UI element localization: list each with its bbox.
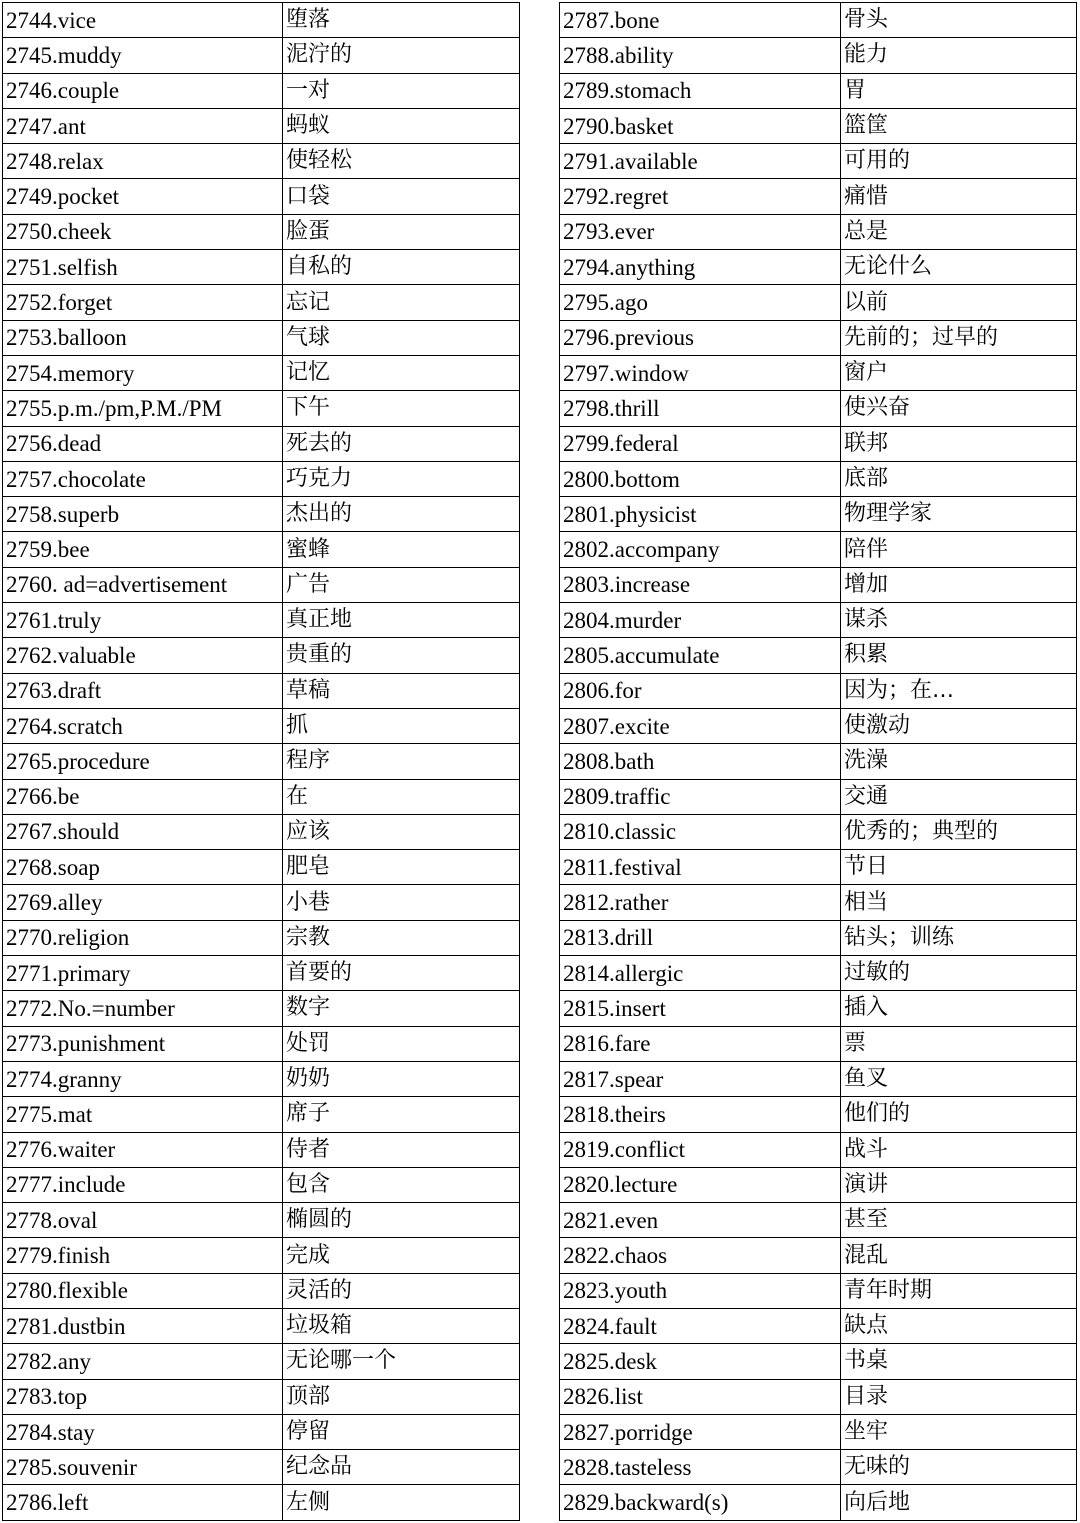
english-word-cell: 2824.fault (560, 1308, 841, 1343)
english-word-cell: 2796.previous (560, 320, 841, 355)
english-word-cell: 2814.allergic (560, 956, 841, 991)
chinese-meaning-cell: 鱼叉 (841, 1061, 1077, 1096)
vocab-row (560, 603, 1077, 638)
vocab-row (560, 179, 1077, 214)
chinese-meaning-cell: 顶部 (283, 1379, 520, 1414)
chinese-meaning-cell: 向后地 (841, 1485, 1077, 1520)
chinese-meaning-cell: 坐牢 (841, 1414, 1077, 1449)
chinese-meaning-cell: 忘记 (283, 285, 520, 320)
english-word-cell: 2818.theirs (560, 1097, 841, 1132)
chinese-meaning-cell: 使激动 (841, 708, 1077, 743)
vocab-row (3, 179, 520, 214)
english-word-cell: 2794.anything (560, 250, 841, 285)
vocab-row (560, 885, 1077, 920)
english-word-cell: 2760. ad=advertisement (3, 567, 283, 602)
english-word-cell: 2769.alley (3, 885, 283, 920)
chinese-meaning-cell: 抓 (283, 708, 520, 743)
chinese-meaning-cell: 脸蛋 (283, 214, 520, 249)
vocab-row (560, 638, 1077, 673)
chinese-meaning-cell: 缺点 (841, 1308, 1077, 1343)
chinese-meaning-cell: 甚至 (841, 1203, 1077, 1238)
english-word-cell: 2774.granny (3, 1061, 283, 1096)
english-word-cell: 2773.punishment (3, 1026, 283, 1061)
vocab-row (3, 1097, 520, 1132)
english-word-cell: 2799.federal (560, 426, 841, 461)
vocab-row (3, 779, 520, 814)
vocab-row (560, 320, 1077, 355)
english-word-cell: 2786.left (3, 1485, 283, 1520)
english-word-cell: 2816.fare (560, 1026, 841, 1061)
vocab-row (560, 1485, 1077, 1520)
vocab-row (560, 567, 1077, 602)
chinese-meaning-cell: 物理学家 (841, 497, 1077, 532)
chinese-meaning-cell: 钻头；训练 (841, 920, 1077, 955)
chinese-meaning-cell: 泥泞的 (283, 38, 520, 73)
english-word-cell: 2780.flexible (3, 1273, 283, 1308)
vocab-row (3, 532, 520, 567)
vocab-row (3, 885, 520, 920)
chinese-meaning-cell: 气球 (283, 320, 520, 355)
vocab-row (3, 355, 520, 390)
english-word-cell: 2784.stay (3, 1414, 283, 1449)
chinese-meaning-cell: 纪念品 (283, 1450, 520, 1485)
vocab-row (560, 532, 1077, 567)
chinese-meaning-cell: 增加 (841, 567, 1077, 602)
vocab-row (560, 850, 1077, 885)
vocab-row (560, 285, 1077, 320)
chinese-meaning-cell: 真正地 (283, 603, 520, 638)
english-word-cell: 2771.primary (3, 956, 283, 991)
vocab-row (3, 3, 520, 38)
english-word-cell: 2800.bottom (560, 461, 841, 496)
english-word-cell: 2754.memory (3, 355, 283, 390)
english-word-cell: 2822.chaos (560, 1238, 841, 1273)
vocab-row (3, 1485, 520, 1520)
chinese-meaning-cell: 能力 (841, 38, 1077, 73)
chinese-meaning-cell: 谋杀 (841, 603, 1077, 638)
chinese-meaning-cell: 相当 (841, 885, 1077, 920)
english-word-cell: 2808.bath (560, 744, 841, 779)
chinese-meaning-cell: 堕落 (283, 3, 520, 38)
vocab-row (3, 638, 520, 673)
chinese-meaning-cell: 首要的 (283, 956, 520, 991)
chinese-meaning-cell: 总是 (841, 214, 1077, 249)
vocab-row (3, 1308, 520, 1343)
english-word-cell: 2782.any (3, 1344, 283, 1379)
english-word-cell: 2821.even (560, 1203, 841, 1238)
vocab-row (560, 108, 1077, 143)
chinese-meaning-cell: 窗户 (841, 355, 1077, 390)
chinese-meaning-cell: 以前 (841, 285, 1077, 320)
english-word-cell: 2819.conflict (560, 1132, 841, 1167)
chinese-meaning-cell: 可用的 (841, 144, 1077, 179)
vocab-row (560, 814, 1077, 849)
vocab-table-left (2, 2, 520, 1521)
chinese-meaning-cell: 演讲 (841, 1167, 1077, 1202)
vocab-row (3, 144, 520, 179)
english-word-cell: 2820.lecture (560, 1167, 841, 1202)
english-word-cell: 2798.thrill (560, 391, 841, 426)
english-word-cell: 2810.classic (560, 814, 841, 849)
chinese-meaning-cell: 席子 (283, 1097, 520, 1132)
vocab-row (3, 603, 520, 638)
english-word-cell: 2809.traffic (560, 779, 841, 814)
chinese-meaning-cell: 左侧 (283, 1485, 520, 1520)
vocab-row (560, 1414, 1077, 1449)
english-word-cell: 2795.ago (560, 285, 841, 320)
english-word-cell: 2746.couple (3, 73, 283, 108)
vocab-row (560, 1379, 1077, 1414)
vocab-row (3, 991, 520, 1026)
english-word-cell: 2776.waiter (3, 1132, 283, 1167)
english-word-cell: 2790.basket (560, 108, 841, 143)
vocab-row (560, 920, 1077, 955)
english-word-cell: 2779.finish (3, 1238, 283, 1273)
chinese-meaning-cell: 混乱 (841, 1238, 1077, 1273)
chinese-meaning-cell: 椭圆的 (283, 1203, 520, 1238)
chinese-meaning-cell: 程序 (283, 744, 520, 779)
english-word-cell: 2777.include (3, 1167, 283, 1202)
vocab-row (560, 391, 1077, 426)
vocab-row (560, 1273, 1077, 1308)
chinese-meaning-cell: 陪伴 (841, 532, 1077, 567)
vocab-row (560, 1450, 1077, 1485)
vocab-row (3, 567, 520, 602)
chinese-meaning-cell: 先前的；过早的 (841, 320, 1077, 355)
chinese-meaning-cell: 无论什么 (841, 250, 1077, 285)
english-word-cell: 2752.forget (3, 285, 283, 320)
chinese-meaning-cell: 完成 (283, 1238, 520, 1273)
chinese-meaning-cell: 草稿 (283, 673, 520, 708)
english-word-cell: 2825.desk (560, 1344, 841, 1379)
chinese-meaning-cell: 口袋 (283, 179, 520, 214)
chinese-meaning-cell: 蜜蜂 (283, 532, 520, 567)
english-word-cell: 2802.accompany (560, 532, 841, 567)
chinese-meaning-cell: 一对 (283, 73, 520, 108)
vocab-row (560, 497, 1077, 532)
vocab-table-right (559, 2, 1077, 1521)
vocab-row (3, 1238, 520, 1273)
vocab-row (560, 779, 1077, 814)
english-word-cell: 2806.for (560, 673, 841, 708)
english-word-cell: 2793.ever (560, 214, 841, 249)
chinese-meaning-cell: 青年时期 (841, 1273, 1077, 1308)
chinese-meaning-cell: 贵重的 (283, 638, 520, 673)
english-word-cell: 2750.cheek (3, 214, 283, 249)
chinese-meaning-cell: 在 (283, 779, 520, 814)
english-word-cell: 2757.chocolate (3, 461, 283, 496)
english-word-cell: 2828.tasteless (560, 1450, 841, 1485)
vocab-row (3, 850, 520, 885)
vocab-row (560, 1026, 1077, 1061)
chinese-meaning-cell: 交通 (841, 779, 1077, 814)
chinese-meaning-cell: 自私的 (283, 250, 520, 285)
english-word-cell: 2749.pocket (3, 179, 283, 214)
vocab-row (560, 73, 1077, 108)
chinese-meaning-cell: 洗澡 (841, 744, 1077, 779)
chinese-meaning-cell: 积累 (841, 638, 1077, 673)
chinese-meaning-cell: 灵活的 (283, 1273, 520, 1308)
english-word-cell: 2744.vice (3, 3, 283, 38)
chinese-meaning-cell: 因为；在… (841, 673, 1077, 708)
english-word-cell: 2785.souvenir (3, 1450, 283, 1485)
english-word-cell: 2763.draft (3, 673, 283, 708)
vocab-row (560, 1061, 1077, 1096)
english-word-cell: 2767.should (3, 814, 283, 849)
vocab-row (3, 73, 520, 108)
chinese-meaning-cell: 停留 (283, 1414, 520, 1449)
vocab-row (3, 391, 520, 426)
english-word-cell: 2792.regret (560, 179, 841, 214)
vocab-row (560, 1238, 1077, 1273)
vocab-row (3, 1061, 520, 1096)
chinese-meaning-cell: 死去的 (283, 426, 520, 461)
vocab-row (560, 250, 1077, 285)
vocab-row (560, 1167, 1077, 1202)
english-word-cell: 2815.insert (560, 991, 841, 1026)
vocab-row (3, 1026, 520, 1061)
vocab-row (560, 214, 1077, 249)
chinese-meaning-cell: 书桌 (841, 1344, 1077, 1379)
chinese-meaning-cell: 节日 (841, 850, 1077, 885)
english-word-cell: 2787.bone (560, 3, 841, 38)
chinese-meaning-cell: 数字 (283, 991, 520, 1026)
english-word-cell: 2745.muddy (3, 38, 283, 73)
chinese-meaning-cell: 使轻松 (283, 144, 520, 179)
vocab-row (3, 250, 520, 285)
chinese-meaning-cell: 优秀的；典型的 (841, 814, 1077, 849)
vocab-row (560, 1308, 1077, 1343)
english-word-cell: 2813.drill (560, 920, 841, 955)
english-word-cell: 2812.rather (560, 885, 841, 920)
chinese-meaning-cell: 垃圾箱 (283, 1308, 520, 1343)
vocab-row (560, 3, 1077, 38)
vocab-row (560, 991, 1077, 1026)
english-word-cell: 2765.procedure (3, 744, 283, 779)
vocab-row (3, 214, 520, 249)
vocab-row (3, 461, 520, 496)
english-word-cell: 2759.bee (3, 532, 283, 567)
vocab-row (3, 814, 520, 849)
english-word-cell: 2758.superb (3, 497, 283, 532)
chinese-meaning-cell: 使兴奋 (841, 391, 1077, 426)
vocab-row (3, 285, 520, 320)
vocab-row (3, 956, 520, 991)
english-word-cell: 2766.be (3, 779, 283, 814)
chinese-meaning-cell: 侍者 (283, 1132, 520, 1167)
chinese-meaning-cell: 底部 (841, 461, 1077, 496)
english-word-cell: 2827.porridge (560, 1414, 841, 1449)
english-word-cell: 2751.selfish (3, 250, 283, 285)
chinese-meaning-cell: 记忆 (283, 355, 520, 390)
chinese-meaning-cell: 胃 (841, 73, 1077, 108)
english-word-cell: 2772.No.=number (3, 991, 283, 1026)
chinese-meaning-cell: 下午 (283, 391, 520, 426)
english-word-cell: 2829.backward(s) (560, 1485, 841, 1520)
chinese-meaning-cell: 战斗 (841, 1132, 1077, 1167)
vocab-row (3, 1273, 520, 1308)
chinese-meaning-cell: 应该 (283, 814, 520, 849)
vocab-row (3, 708, 520, 743)
vocab-row (560, 144, 1077, 179)
chinese-meaning-cell: 包含 (283, 1167, 520, 1202)
english-word-cell: 2805.accumulate (560, 638, 841, 673)
english-word-cell: 2823.youth (560, 1273, 841, 1308)
english-word-cell: 2748.relax (3, 144, 283, 179)
chinese-meaning-cell: 过敏的 (841, 956, 1077, 991)
chinese-meaning-cell: 奶奶 (283, 1061, 520, 1096)
english-word-cell: 2755.p.m./pm,P.M./PM (3, 391, 283, 426)
vocab-row (3, 497, 520, 532)
vocab-row (3, 673, 520, 708)
vocab-row (3, 1450, 520, 1485)
vocab-row (560, 461, 1077, 496)
chinese-meaning-cell: 痛惜 (841, 179, 1077, 214)
chinese-meaning-cell: 篮筐 (841, 108, 1077, 143)
vocab-row (560, 1203, 1077, 1238)
vocab-row (3, 920, 520, 955)
vocab-row (3, 1379, 520, 1414)
vocab-row (3, 1344, 520, 1379)
vocab-row (560, 708, 1077, 743)
english-word-cell: 2788.ability (560, 38, 841, 73)
english-word-cell: 2807.excite (560, 708, 841, 743)
vocab-row (560, 38, 1077, 73)
chinese-meaning-cell: 联邦 (841, 426, 1077, 461)
english-word-cell: 2791.available (560, 144, 841, 179)
vocab-row (560, 1344, 1077, 1379)
vocab-row (3, 320, 520, 355)
chinese-meaning-cell: 蚂蚁 (283, 108, 520, 143)
chinese-meaning-cell: 宗教 (283, 920, 520, 955)
vocab-row (3, 1167, 520, 1202)
english-word-cell: 2804.murder (560, 603, 841, 638)
chinese-meaning-cell: 无论哪一个 (283, 1344, 520, 1379)
english-word-cell: 2803.increase (560, 567, 841, 602)
vocab-row (560, 426, 1077, 461)
english-word-cell: 2756.dead (3, 426, 283, 461)
chinese-meaning-cell: 他们的 (841, 1097, 1077, 1132)
chinese-meaning-cell: 小巷 (283, 885, 520, 920)
vocab-row (560, 355, 1077, 390)
vocab-row (560, 956, 1077, 991)
english-word-cell: 2761.truly (3, 603, 283, 638)
vocab-row (3, 1132, 520, 1167)
english-word-cell: 2789.stomach (560, 73, 841, 108)
vocab-row (3, 426, 520, 461)
english-word-cell: 2764.scratch (3, 708, 283, 743)
english-word-cell: 2762.valuable (3, 638, 283, 673)
english-word-cell: 2797.window (560, 355, 841, 390)
english-word-cell: 2811.festival (560, 850, 841, 885)
english-word-cell: 2753.balloon (3, 320, 283, 355)
chinese-meaning-cell: 广告 (283, 567, 520, 602)
chinese-meaning-cell: 巧克力 (283, 461, 520, 496)
english-word-cell: 2783.top (3, 1379, 283, 1414)
english-word-cell: 2770.religion (3, 920, 283, 955)
chinese-meaning-cell: 票 (841, 1026, 1077, 1061)
vocab-row (560, 1097, 1077, 1132)
chinese-meaning-cell: 杰出的 (283, 497, 520, 532)
english-word-cell: 2775.mat (3, 1097, 283, 1132)
vocab-row (3, 1203, 520, 1238)
vocab-row (560, 1132, 1077, 1167)
vocab-row (3, 108, 520, 143)
chinese-meaning-cell: 目录 (841, 1379, 1077, 1414)
english-word-cell: 2747.ant (3, 108, 283, 143)
english-word-cell: 2781.dustbin (3, 1308, 283, 1343)
chinese-meaning-cell: 处罚 (283, 1026, 520, 1061)
english-word-cell: 2826.list (560, 1379, 841, 1414)
chinese-meaning-cell: 肥皂 (283, 850, 520, 885)
chinese-meaning-cell: 插入 (841, 991, 1077, 1026)
english-word-cell: 2778.oval (3, 1203, 283, 1238)
vocab-row (560, 673, 1077, 708)
vocab-row (3, 744, 520, 779)
chinese-meaning-cell: 无味的 (841, 1450, 1077, 1485)
english-word-cell: 2801.physicist (560, 497, 841, 532)
chinese-meaning-cell: 骨头 (841, 3, 1077, 38)
english-word-cell: 2768.soap (3, 850, 283, 885)
vocab-row (560, 744, 1077, 779)
vocab-row (3, 1414, 520, 1449)
english-word-cell: 2817.spear (560, 1061, 841, 1096)
vocab-row (3, 38, 520, 73)
